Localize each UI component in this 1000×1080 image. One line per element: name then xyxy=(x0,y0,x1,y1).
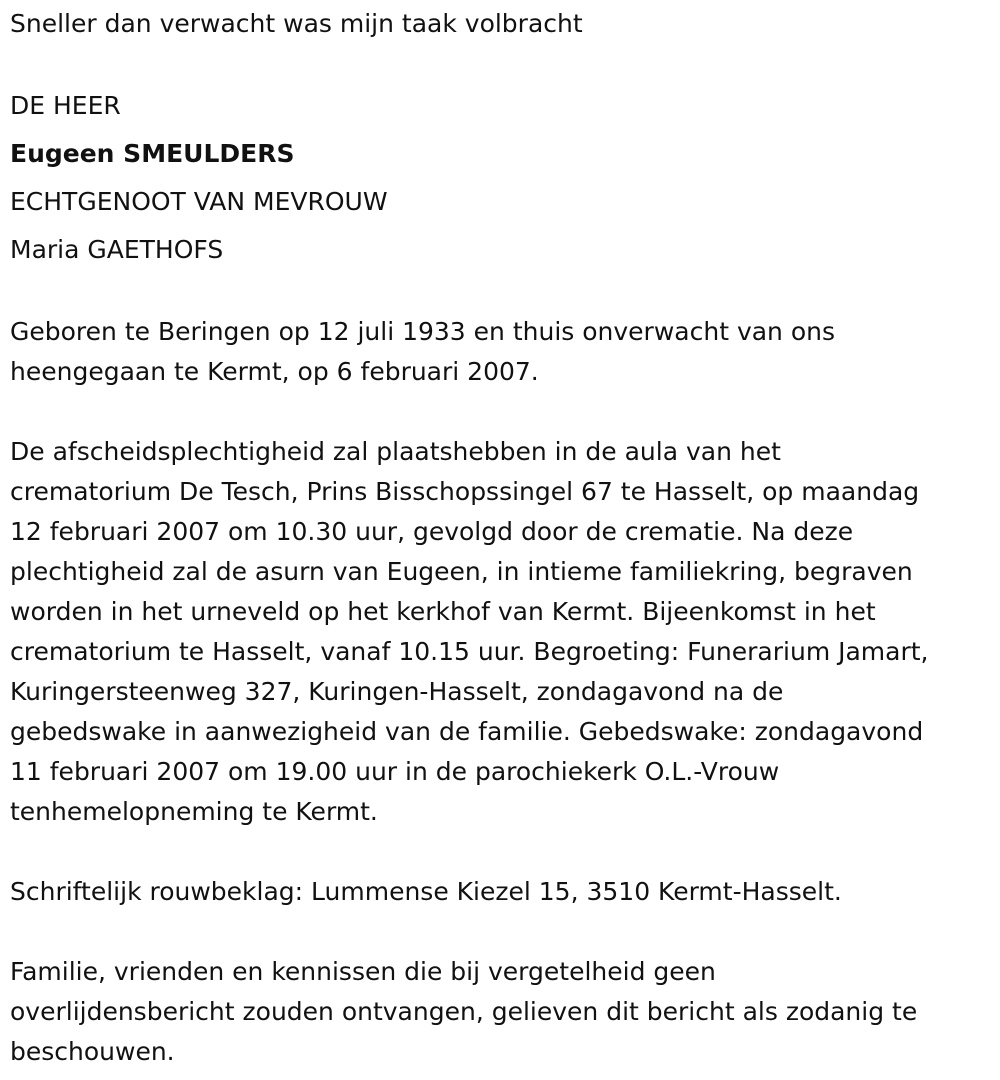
paragraph-line: Kuringersteenweg 327, Kuringen-Hasselt, zondagavond na de xyxy=(10,677,784,706)
condolence-paragraph xyxy=(10,872,995,912)
paragraph-line: Geboren te Beringen op 12 juli 1933 en thuis onverwacht van ons xyxy=(10,317,836,346)
paragraph-line: overlijdensbericht zouden ontvangen, gelieven dit bericht als zodanig te xyxy=(10,997,918,1026)
paragraph-line: beschouwen. xyxy=(10,1037,175,1066)
paragraph-line: crematorium te Hasselt, vanaf 10.15 uur. Begroeting: Funerarium Jamart, xyxy=(10,637,929,666)
deceased-header xyxy=(10,82,995,274)
paragraph-line: heengegaan te Kermt, op 6 februari 2007. xyxy=(10,357,539,386)
birth-death-paragraph xyxy=(10,312,995,392)
intro-quote: Sneller dan verwacht was mijn taak volbracht xyxy=(10,9,583,38)
paragraph-line: tenhemelopneming te Kermt. xyxy=(10,797,378,826)
ceremony-paragraph xyxy=(10,432,995,832)
family-paragraph xyxy=(10,952,995,1072)
paragraph-line: De afscheidsplechtigheid zal plaatshebben in de aula van het xyxy=(10,437,781,466)
obituary-notice xyxy=(10,0,995,1072)
paragraph-line: worden in het urneveld op het kerkhof van Kermt. Bijeenkomst in het xyxy=(10,597,876,626)
paragraph-line: gebedswake in aanwezigheid van de familie. Gebedswake: zondagavond xyxy=(10,717,924,746)
paragraph-line: crematorium De Tesch, Prins Bisschopssingel 67 te Hasselt, op maandag xyxy=(10,477,920,506)
paragraph-line: 12 februari 2007 om 10.30 uur, gevolgd door de crematie. Na deze xyxy=(10,517,854,546)
paragraph-line: 11 februari 2007 om 19.00 uur in de parochiekerk O.L.-Vrouw xyxy=(10,757,780,786)
paragraph-line: Schriftelijk rouwbeklag: Lummense Kiezel 15, 3510 Kermt-Hasselt. xyxy=(10,877,842,906)
deceased-name: Eugeen SMEULDERS xyxy=(10,139,295,168)
spouse-label: ECHTGENOOT VAN MEVROUW xyxy=(10,187,388,216)
spouse-name: Maria GAETHOFS xyxy=(10,235,224,264)
paragraph-line: Familie, vrienden en kennissen die bij vergetelheid geen xyxy=(10,957,716,986)
salutation: DE HEER xyxy=(10,91,121,120)
paragraph-line: plechtigheid zal de asurn van Eugeen, in intieme familiekring, begraven xyxy=(10,557,913,586)
